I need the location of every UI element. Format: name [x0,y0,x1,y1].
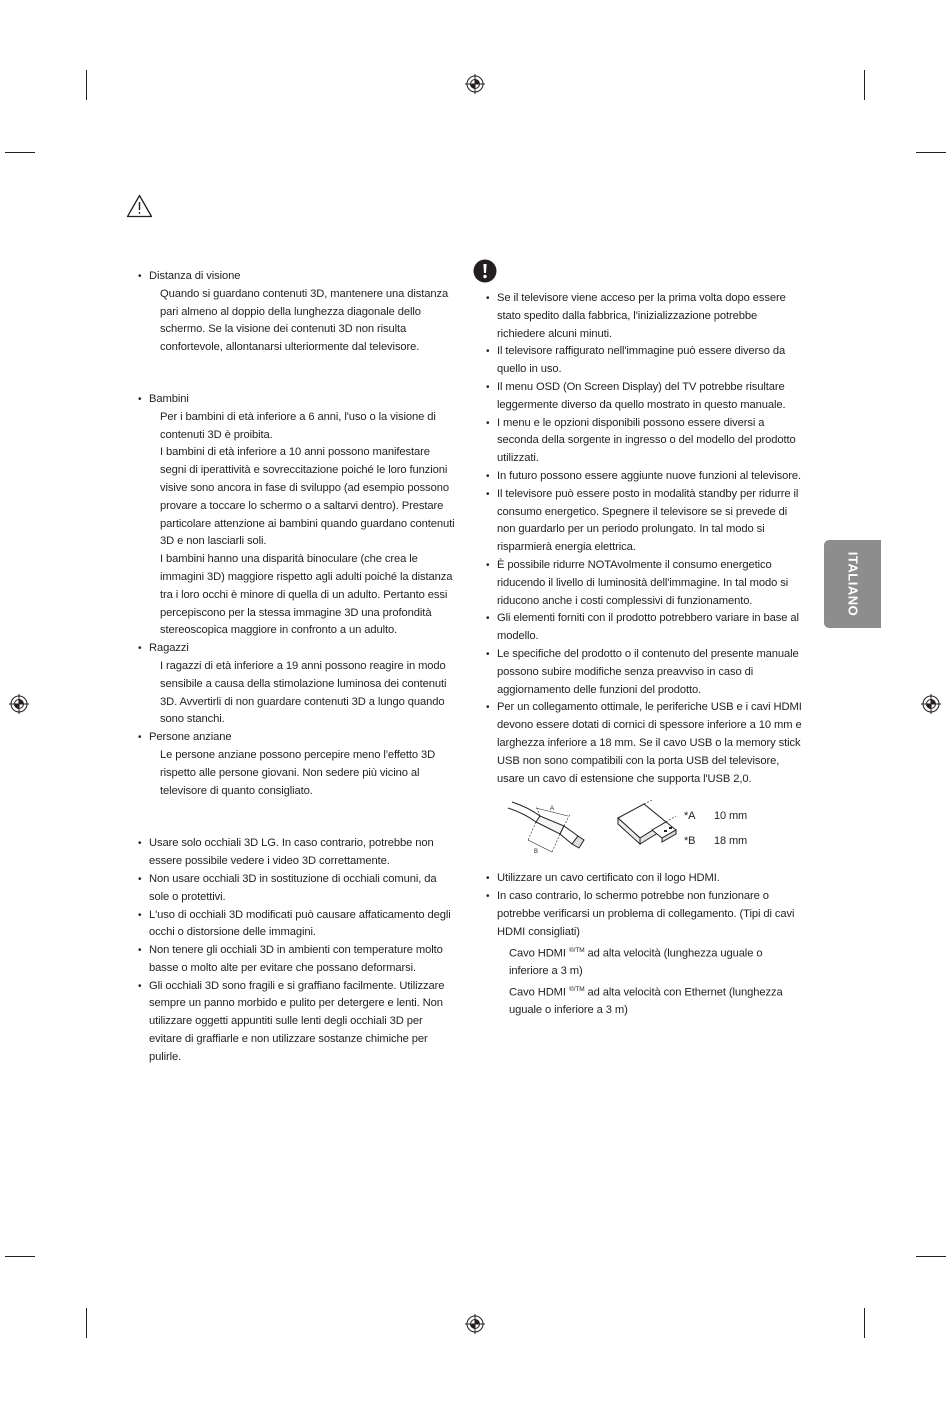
hdmi-notes-list [484,870,804,1020]
cable-description: ad alta velocità con Ethernet (lunghezza uguale o inferiore a 3 m) [509,986,783,1017]
legend-row [684,829,747,854]
right-column [484,290,804,1020]
legend-key: *B [684,835,696,848]
cable-name: Cavo HDMI [509,986,566,999]
crop-mark [86,1308,87,1338]
list-item [484,888,804,1020]
crop-mark [86,70,87,100]
crop-mark [916,1256,946,1257]
list-item: • Il menu OSD (On Screen Display) del TV potrebbe risultare leggermente diverso da quello mostrato in questo manuale. [484,379,804,415]
crop-mark [864,70,865,100]
registration-mark-icon [921,694,941,714]
viewing-distance-list [136,268,458,357]
list-item [136,391,458,640]
glasses-list [136,835,458,1066]
warning-triangle-icon [126,194,153,218]
usb-stick-illustration [614,800,680,856]
crop-mark [916,152,946,153]
item-text: Le persone anziane possono percepire meno l'effetto 3D rispetto alle persone giovani. Non sedere più vicino al televisore di quanto consigliato. [160,748,436,797]
item-title: • Distanza di visione [149,270,241,282]
item-title: • Ragazzi [149,642,189,655]
exclamation-circle-icon [473,259,497,283]
item-text: • In caso contrario, lo schermo potrebbe non funzionare o potrebbe verificarsi un problema di collegamento. (Tipi di cavi HDMI consigliati) [497,890,795,938]
list-item: • I menu e le opzioni disponibili possono essere diversi a seconda della sorgente in ingresso o del modello del prodotto utilizzati. [484,415,804,468]
legend-value: 18 mm [714,835,748,848]
list-item: • L'uso di occhiali 3D modificati può causare affaticamento degli occhi o distorsione delle immagini. [136,907,458,943]
item-title: • Persone anziane [149,731,232,744]
hdmi-connector-illustration [506,798,596,860]
list-item: • Gli elementi forniti con il prodotto potrebbero variare in base al modello. [484,610,804,646]
list-item [136,268,458,357]
list-item: • Le specifiche del prodotto o il contenuto del presente manuale possono subire modifiche senza preavviso in caso di aggiornamento delle funzioni del prodotto. [484,646,804,699]
left-column [136,268,458,1067]
list-item: • È possibile ridurre NOTAvolmente il consumo energetico riducendo il livello di luminosità dell'immagine. In tal modo si riducono anche i costi complessivi di funzionamento. [484,557,804,610]
registration-mark-icon [465,74,485,94]
notes-list [484,290,804,788]
crop-mark [5,1256,35,1257]
list-item: • Il televisore raffigurato nell'immagine può essere diverso da quello in uso. [484,343,804,379]
age-groups-list [136,391,458,800]
dimension-a-label: A [550,806,554,813]
legend-key: *A [684,810,696,823]
list-item: • In futuro possono essere aggiunte nuove funzioni al televisore. [484,468,804,486]
list-item: • Non usare occhiali 3D in sostituzione di occhiali comuni, da sole o protettivi. [136,871,458,907]
list-item: • Se il televisore viene acceso per la prima volta dopo essere stato spedito dalla fabbrica, l'inizializzazione potrebbe richiedere alcuni minuti. [484,290,804,343]
language-tab-label: ITALIANO [845,551,860,617]
cable-name: Cavo HDMI [509,947,566,960]
trademark: ®/TM [568,985,585,993]
item-text: I bambini hanno una disparità binoculare (che crea le immagini 3D) maggiore rispetto agli adulti poiché la distanza tra i loro occhi è minore di quella di un adulto. Pertanto essi percepiscono per la stessa immagine 3D una profondità stereoscopica maggiore in confronto a un adulto. [160,553,453,637]
list-item: • Utilizzare un cavo certificato con il logo HDMI. [484,870,804,888]
list-item: • Usare solo occhiali 3D LG. In caso contrario, potrebbe non essere possibile vedere i video 3D correttamente. [136,835,458,871]
cable-type-line [497,942,804,981]
legend-row [684,804,747,829]
list-item: • Gli occhiali 3D sono fragili e si graffiano facilmente. Utilizzare sempre un panno morbido e pulito per detergere e lenti. Non utilizzare oggetti appuntiti sulle lenti degli occhiali 3D per evitare di graffiarle e non utilizzare sostanze chimiche per pulirle. [136,978,458,1067]
section-spacer [136,357,458,391]
section-spacer [136,800,458,835]
item-text: Quando si guardano contenuti 3D, mantenere una distanza pari almeno al doppio della lunghezza diagonale dello schermo. Se la visione dei contenuti 3D non risulta confortevole, allontanarsi ulteriormente dal televisore. [160,287,449,354]
list-item: • Non tenere gli occhiali 3D in ambienti con temperature molto basse o molto alte per evitare che possano deformarsi. [136,942,458,978]
item-text: I ragazzi di età inferiore a 19 anni possono reagire in modo sensibile a causa della stimolazione luminosa dei contenuti 3D. Avvertirli di non guardare contenuti 3D a lungo quando sono stanchi. [160,659,447,726]
crop-mark [864,1308,865,1338]
item-text: I bambini di età inferiore a 10 anni possono manifestare segni di iperattività e sovreccitazione poiché le loro funzioni visive sono ancora in fase di sviluppo (ad esempio possono provare a toccare lo schermo o a saltarvi dentro). Prestare particolare attenzione ai bambini quando guardano contenuti 3D e non lasciarli soli. [160,446,455,548]
item-title: • Bambini [149,392,189,405]
list-item [136,729,458,800]
crop-mark [5,152,35,153]
dimension-b-label: B [534,849,538,856]
dimension-legend [684,804,747,854]
item-text: Per i bambini di età inferiore a 6 anni, l'uso o la visione di contenuti 3D è proibita. [160,410,436,441]
list-item: • Il televisore può essere posto in modalità standby per ridurre il consumo energetico. Spegnere il televisore se si prevede di non guardarlo per un periodo prolungato. In tal modo si risparmierà energia elettrica. [484,486,804,557]
registration-mark-icon [465,1314,485,1334]
language-side-tab [824,540,881,628]
cable-type-line [497,981,804,1020]
list-item [136,640,458,729]
list-item: • Per un collegamento ottimale, le periferiche USB e i cavi HDMI devono essere dotati di cornici di spessore inferiore a 10 mm e larghezza inferiore a 18 mm. Se il cavo USB o la memory stick USB non sono compatibili con la porta USB del televisore, usare un cavo di estensione che supporta l'USB 2,0. [484,699,804,788]
legend-value: 10 mm [714,810,748,823]
trademark: ®/TM [568,946,585,954]
connector-figure [484,798,804,864]
registration-mark-icon [9,694,29,714]
cable-description: ad alta velocità (lunghezza uguale o inferiore a 3 m) [509,947,763,978]
